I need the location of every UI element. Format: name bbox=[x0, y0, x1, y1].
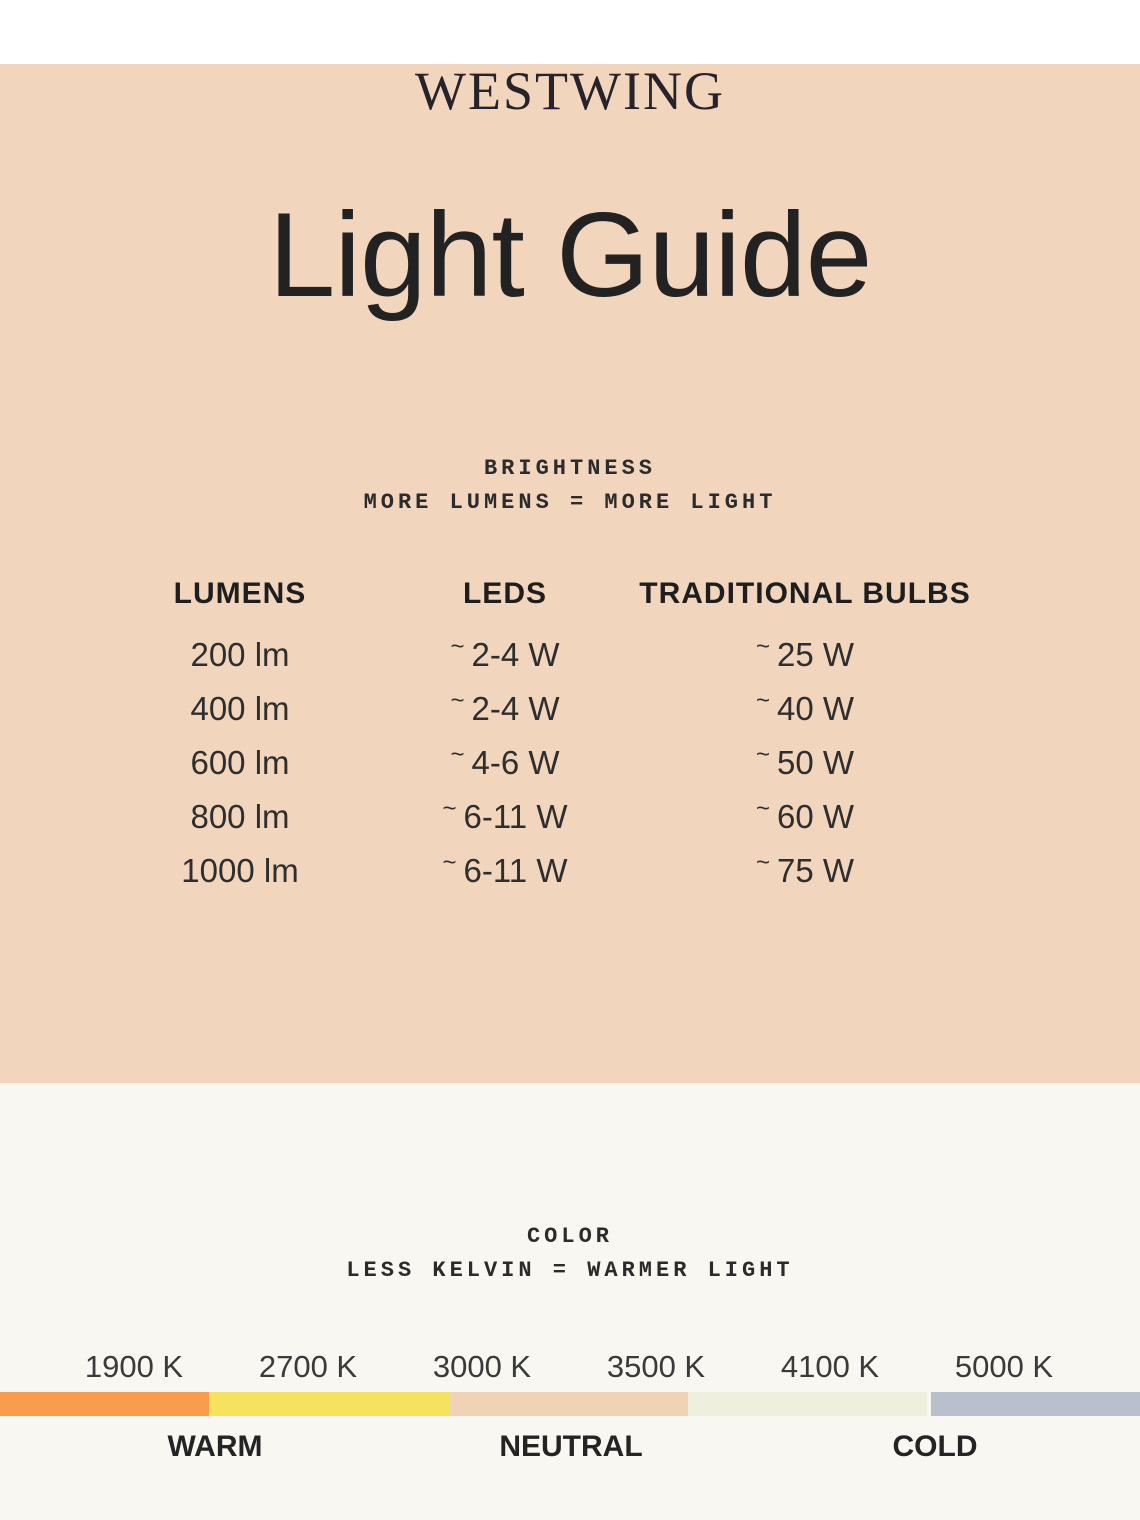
scale-label-warm: WARM bbox=[167, 1430, 263, 1463]
kelvin-label: 3500 K bbox=[606, 1349, 706, 1384]
brightness-subheading: MORE LUMENS = MORE LIGHT bbox=[363, 490, 777, 515]
table-header-row bbox=[120, 574, 971, 614]
approx-mark: ~ bbox=[450, 741, 465, 768]
kelvin-label: 5000 K bbox=[954, 1349, 1054, 1384]
column-header-leds: LEDS bbox=[462, 577, 547, 610]
bulbs-value bbox=[650, 790, 960, 844]
brand-logo: WESTWING bbox=[415, 61, 725, 121]
approx-mark: ~ bbox=[450, 687, 465, 714]
table-row bbox=[120, 844, 960, 898]
kelvin-label: 2700 K bbox=[258, 1349, 358, 1384]
page-title: Light Guide bbox=[268, 188, 872, 322]
lumens-value: 1000 lm bbox=[181, 852, 299, 889]
approx-mark: ~ bbox=[755, 795, 770, 822]
column-header-traditional-bulbs: TRADITIONAL BULBS bbox=[639, 577, 971, 610]
brightness-heading: BRIGHTNESS bbox=[483, 456, 657, 481]
color-heading: COLOR bbox=[526, 1224, 613, 1249]
kelvin-label: 1900 K bbox=[84, 1349, 184, 1384]
bulbs-value bbox=[650, 844, 960, 898]
leds-watts: 6-11 W bbox=[463, 852, 568, 889]
leds-value bbox=[360, 844, 650, 898]
color-subheading: LESS KELVIN = WARMER LIGHT bbox=[346, 1258, 794, 1283]
approx-mark: ~ bbox=[755, 741, 770, 768]
bulbs-value bbox=[650, 682, 960, 736]
leds-watts: 2-4 W bbox=[471, 690, 560, 727]
approx-mark: ~ bbox=[442, 795, 457, 822]
temperature-scale-labels bbox=[0, 1416, 1140, 1476]
approx-mark: ~ bbox=[755, 849, 770, 876]
leds-value bbox=[360, 736, 650, 790]
leds-value bbox=[360, 628, 650, 682]
kelvin-label: 4100 K bbox=[780, 1349, 880, 1384]
approx-mark: ~ bbox=[755, 687, 770, 714]
color-temperature-bar bbox=[0, 1392, 1140, 1416]
brightness-table bbox=[0, 574, 1140, 898]
leds-watts: 2-4 W bbox=[471, 636, 560, 673]
bar-segment-cold-blue bbox=[931, 1392, 1140, 1416]
bulbs-watts: 50 W bbox=[776, 744, 855, 781]
column-header-lumens: LUMENS bbox=[173, 577, 307, 610]
bulbs-watts: 75 W bbox=[776, 852, 855, 889]
color-section bbox=[0, 1083, 1140, 1520]
leds-watts: 4-6 W bbox=[471, 744, 560, 781]
approx-mark: ~ bbox=[450, 633, 465, 660]
bar-segment-warm-orange bbox=[0, 1392, 209, 1416]
bar-segment-neutral-ivory bbox=[688, 1392, 927, 1416]
bulbs-watts: 60 W bbox=[776, 798, 855, 835]
leds-value bbox=[360, 682, 650, 736]
table-row bbox=[120, 790, 960, 844]
kelvin-labels-row bbox=[47, 1349, 1091, 1385]
scale-label-cold: COLD bbox=[892, 1430, 978, 1463]
lumens-value: 600 lm bbox=[190, 744, 290, 781]
bulbs-value bbox=[650, 736, 960, 790]
approx-mark: ~ bbox=[442, 849, 457, 876]
lumens-value: 800 lm bbox=[190, 798, 290, 835]
kelvin-label: 3000 K bbox=[432, 1349, 532, 1384]
approx-mark: ~ bbox=[755, 633, 770, 660]
lumens-value: 400 lm bbox=[190, 690, 290, 727]
bar-segment-neutral-peach bbox=[449, 1392, 688, 1416]
bulbs-value bbox=[650, 628, 960, 682]
bar-segment-warm-yellow bbox=[209, 1392, 449, 1416]
table-row bbox=[120, 628, 960, 682]
leds-watts: 6-11 W bbox=[463, 798, 568, 835]
bulbs-watts: 40 W bbox=[776, 690, 855, 727]
bulbs-watts: 25 W bbox=[776, 636, 855, 673]
brightness-section bbox=[0, 61, 1140, 1083]
table-row bbox=[120, 736, 960, 790]
scale-label-neutral: NEUTRAL bbox=[499, 1430, 643, 1463]
table-row bbox=[120, 682, 960, 736]
leds-value bbox=[360, 790, 650, 844]
lumens-value: 200 lm bbox=[190, 636, 290, 673]
